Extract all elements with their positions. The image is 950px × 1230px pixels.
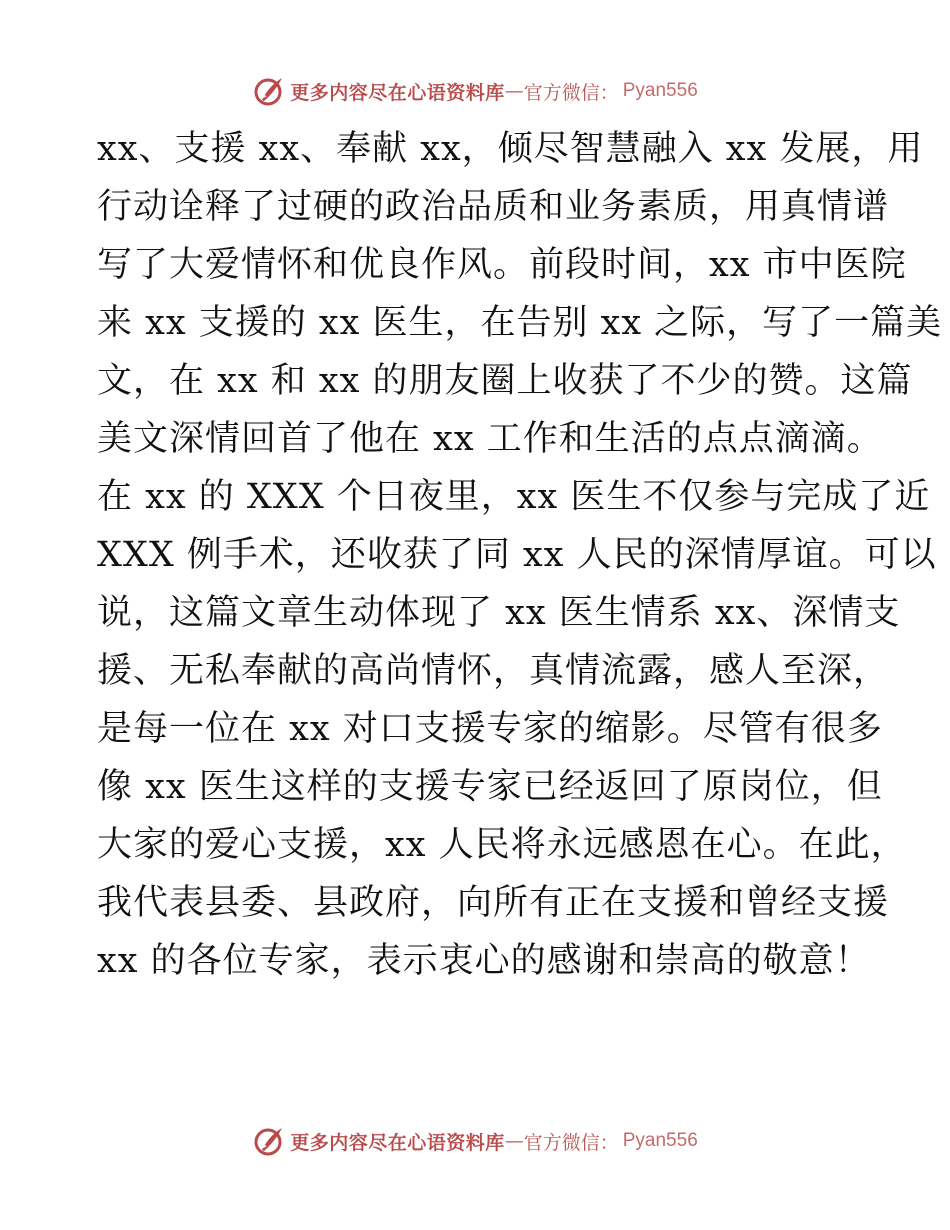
text-line: 来 xx 支援的 xx 医生，在告别 xx 之际，写了一篇美 — [97, 303, 943, 343]
text-line: 文，在 xx 和 xx 的朋友圈上收获了不少的赞。这篇 — [97, 361, 913, 401]
quill-logo-icon — [252, 74, 286, 108]
quill-logo-icon — [252, 1124, 286, 1158]
footer-slogan: 更多内容尽在心语资料库 — [290, 1131, 505, 1154]
text-line: 是每一位在 xx 对口支援专家的缩影。尽管有很多 — [97, 709, 883, 749]
text-line: 援、无私奉献的高尚情怀，真情流露，感人至深， — [97, 651, 890, 691]
text-line: 说，这篇文章生动体现了 xx 医生情系 xx、深情支 — [97, 593, 901, 633]
text-line: 我代表县委、县政府，向所有正在支援和曾经支援 — [97, 883, 890, 923]
footer-wechat-label: 官方微信： — [523, 1131, 619, 1154]
text-line: 写了大爱情怀和优良作风。前段时间，xx 市中医院 — [97, 245, 907, 285]
text-line: XXX 例手术，还收获了同 xx 人民的深情厚谊。可以 — [97, 535, 937, 575]
header-slogan: 更多内容尽在心语资料库 — [290, 81, 505, 104]
header-wechat-label: 官方微信： — [523, 81, 619, 104]
footer-separator: — — [504, 1130, 524, 1152]
header-wechat-id: Pyan556 — [622, 80, 698, 101]
document-body — [97, 120, 943, 990]
text-line: 行动诠释了过硬的政治品质和业务素质，用真情谱 — [97, 187, 890, 227]
text-line: 大家的爱心支援，xx 人民将永远感恩在心。在此， — [97, 825, 907, 865]
text-line: xx 的各位专家，表示衷心的感谢和崇高的敬意！ — [97, 941, 871, 981]
footer-banner — [0, 1121, 950, 1161]
text-line: 在 xx 的 XXX 个日夜里，xx 医生不仅参与完成了近 — [97, 477, 931, 517]
text-line: 像 xx 医生这样的支援专家已经返回了原岗位，但 — [97, 767, 883, 807]
footer-wechat-id: Pyan556 — [622, 1130, 698, 1151]
header-banner — [0, 71, 950, 111]
header-separator: — — [504, 80, 524, 102]
text-line: 美文深情回首了他在 xx 工作和生活的点点滴滴。 — [97, 419, 883, 459]
text-line: xx、支援 xx、奉献 xx，倾尽智慧融入 xx 发展，用 — [97, 129, 924, 169]
